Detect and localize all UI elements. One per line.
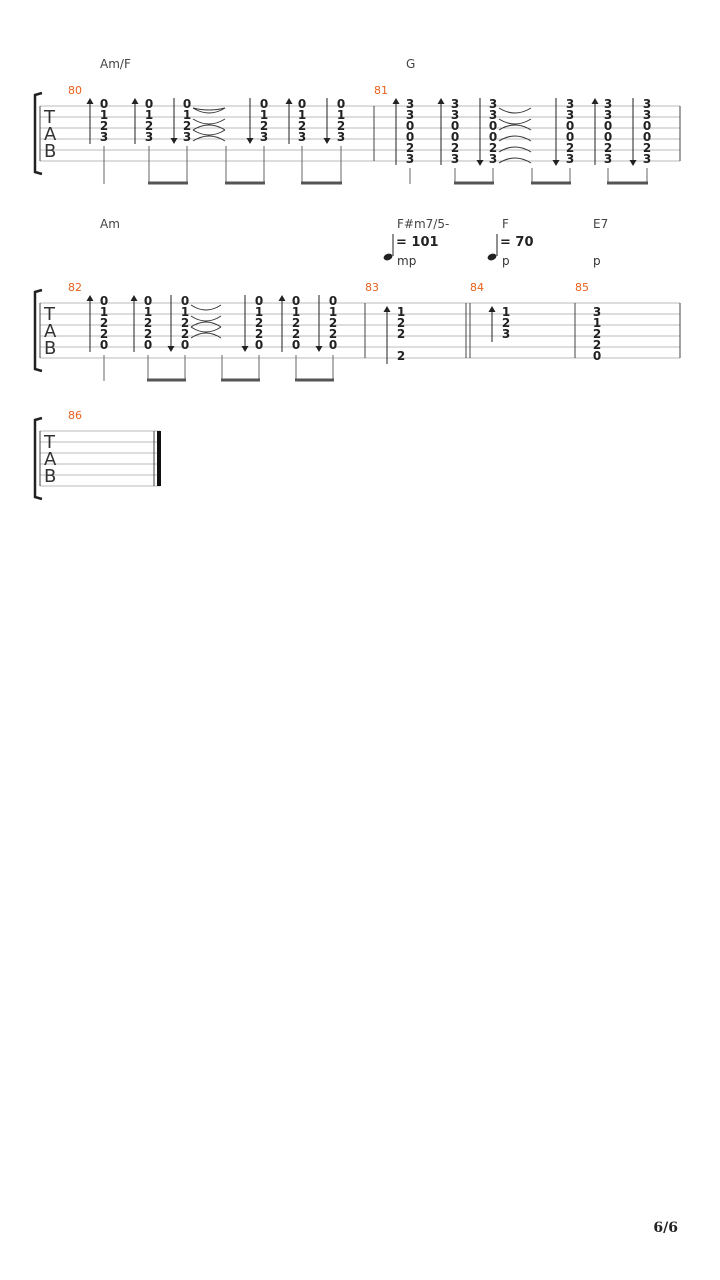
dynamic-marking: p [593, 254, 601, 268]
fret-number: 3 [405, 152, 415, 166]
fret-number: 0 [259, 97, 269, 111]
fret-number: 0 [99, 97, 109, 111]
fret-number: 2 [291, 327, 301, 341]
fret-number: 2 [336, 119, 346, 133]
system-2 [35, 217, 680, 381]
fret-number: 1 [328, 305, 338, 319]
fret-number: 0 [450, 119, 460, 133]
fret-number: 3 [450, 108, 460, 122]
strum-up-icon [489, 306, 496, 312]
fret-number: 0 [144, 97, 154, 111]
dynamic-marking: p [502, 254, 510, 268]
fret-number: 0 [143, 338, 153, 352]
fret-number: 3 [450, 97, 460, 111]
fret-number: 2 [99, 327, 109, 341]
fret-number: 3 [603, 108, 613, 122]
chord-label: Am/F [100, 57, 131, 71]
tab-letter: A [44, 321, 57, 342]
chord-label: Am [100, 217, 120, 231]
fret-number: 2 [143, 327, 153, 341]
staff-lines [40, 303, 680, 358]
fret-number: 0 [99, 294, 109, 308]
fret-number: 2 [396, 316, 406, 330]
bar-number: 83 [365, 281, 379, 294]
fret-number: 2 [291, 316, 301, 330]
system-3 [35, 409, 161, 499]
barlines [40, 106, 680, 161]
tempo-mark [487, 234, 534, 262]
tab-letter: T [44, 432, 55, 453]
barlines [40, 303, 680, 358]
fret-number: 2 [396, 349, 406, 363]
fret-number: 3 [603, 152, 613, 166]
fret-number: 2 [180, 327, 190, 341]
fret-number: 2 [144, 119, 154, 133]
fret-number: 3 [144, 130, 154, 144]
fret-number: 3 [488, 97, 498, 111]
fret-number: 0 [488, 130, 498, 144]
bar-number: 81 [374, 84, 388, 97]
strum-up-icon [286, 98, 293, 104]
fret-number: 0 [297, 97, 307, 111]
fret-number: 2 [259, 119, 269, 133]
fret-number: 3 [642, 97, 652, 111]
fret-number: 2 [501, 316, 511, 330]
strum-down-icon [168, 346, 175, 352]
system-bracket [35, 418, 42, 499]
fret-number: 3 [259, 130, 269, 144]
tie-marks [191, 305, 221, 338]
strum-up-icon [393, 98, 400, 104]
fret-number: 0 [328, 294, 338, 308]
fret-number: 1 [501, 305, 511, 319]
quarter-note-icon [487, 252, 498, 261]
tab-letter: B [44, 338, 57, 359]
fret-number: 1 [259, 108, 269, 122]
fret-number: 0 [182, 97, 192, 111]
fret-number: 0 [254, 338, 264, 352]
final-barline-thick [157, 431, 161, 486]
bar-81-frets [406, 97, 651, 166]
fret-number: 3 [642, 152, 652, 166]
fret-number: 3 [501, 327, 511, 341]
page-number: 6/6 [653, 1220, 678, 1236]
system-bracket [35, 93, 42, 174]
fret-number: 1 [182, 108, 192, 122]
fret-number: 2 [450, 141, 460, 155]
fret-number: 1 [180, 305, 190, 319]
bar-83-frets [397, 305, 405, 363]
fret-number: 2 [592, 338, 602, 352]
system-1 [35, 57, 680, 184]
fret-number: 0 [488, 119, 498, 133]
fret-number: 3 [99, 130, 109, 144]
bar-number: 85 [575, 281, 589, 294]
fret-number: 3 [565, 97, 575, 111]
strum-up-icon [87, 98, 94, 104]
fret-number: 2 [254, 316, 264, 330]
fret-number: 0 [180, 294, 190, 308]
fret-number: 0 [592, 349, 602, 363]
tab-letter: B [44, 141, 57, 162]
fret-number: 2 [143, 316, 153, 330]
fret-number: 0 [180, 338, 190, 352]
fret-number: 2 [328, 327, 338, 341]
system-bracket [35, 290, 42, 371]
quarter-note-icon [383, 252, 394, 261]
fret-number: 1 [144, 108, 154, 122]
strum-up-icon [87, 295, 94, 301]
fret-number: 0 [291, 338, 301, 352]
fret-number: 2 [182, 119, 192, 133]
fret-number: 2 [99, 316, 109, 330]
bar-84-frets [502, 305, 510, 341]
strum-down-icon [630, 160, 637, 166]
chord-label: F [502, 217, 509, 231]
fret-number: 0 [254, 294, 264, 308]
fret-number: 1 [291, 305, 301, 319]
strum-down-icon [477, 160, 484, 166]
dynamic-marking: mp [397, 254, 417, 268]
fret-number: 2 [642, 141, 652, 155]
fret-number: 2 [405, 141, 415, 155]
fret-number: 0 [328, 338, 338, 352]
fret-number: 2 [328, 316, 338, 330]
fret-number: 0 [99, 338, 109, 352]
chord-label: F#m7/5- [397, 217, 450, 231]
fret-number: 1 [396, 305, 406, 319]
strum-down-icon [324, 138, 331, 144]
strum-up-icon [438, 98, 445, 104]
fret-number: 2 [488, 141, 498, 155]
fret-number: 0 [405, 119, 415, 133]
fret-number: 3 [488, 108, 498, 122]
tab-letter: B [44, 466, 57, 487]
fret-number: 1 [143, 305, 153, 319]
bar-number: 84 [470, 281, 484, 294]
fret-number: 0 [603, 119, 613, 133]
tab-letter: T [44, 107, 55, 128]
fret-number: 1 [254, 305, 264, 319]
strum-up-icon [384, 306, 391, 312]
fret-number: 0 [565, 119, 575, 133]
staff-lines [40, 431, 160, 486]
fret-number: 3 [405, 108, 415, 122]
bar-number: 82 [68, 281, 82, 294]
fret-number: 1 [99, 108, 109, 122]
fret-number: 0 [336, 97, 346, 111]
strum-down-icon [247, 138, 254, 144]
fret-number: 2 [297, 119, 307, 133]
fret-number: 1 [592, 316, 602, 330]
fret-number: 1 [336, 108, 346, 122]
tab-letter: A [44, 449, 57, 470]
fret-number: 1 [297, 108, 307, 122]
strum-up-icon [279, 295, 286, 301]
fret-number: 0 [450, 130, 460, 144]
tie-marks [193, 108, 225, 141]
fret-number: 0 [565, 130, 575, 144]
strum-down-icon [553, 160, 560, 166]
fret-number: 3 [603, 97, 613, 111]
fret-number: 3 [488, 152, 498, 166]
fret-number: 2 [254, 327, 264, 341]
strum-up-icon [592, 98, 599, 104]
fret-number: 2 [180, 316, 190, 330]
fret-number: 3 [182, 130, 192, 144]
fret-number: 2 [592, 327, 602, 341]
strum-down-icon [242, 346, 249, 352]
fret-number: 3 [565, 152, 575, 166]
strum-down-icon [316, 346, 323, 352]
bar-number: 86 [68, 409, 82, 422]
strum-down-icon [171, 138, 178, 144]
fret-number: 0 [143, 294, 153, 308]
bar-number: 80 [68, 84, 82, 97]
fret-number: 3 [642, 108, 652, 122]
tie-marks [499, 108, 531, 163]
tab-letter: T [44, 304, 55, 325]
tempo-value: = 70 [500, 235, 534, 250]
fret-number: 2 [99, 119, 109, 133]
fret-number: 2 [603, 141, 613, 155]
fret-number: 2 [565, 141, 575, 155]
fret-number: 3 [592, 305, 602, 319]
fret-number: 0 [642, 130, 652, 144]
fret-number: 0 [642, 119, 652, 133]
fret-number: 3 [405, 97, 415, 111]
tab-letter: A [44, 124, 57, 145]
fret-number: 3 [336, 130, 346, 144]
bar-85-frets [593, 305, 601, 363]
tempo-value: = 101 [396, 235, 439, 250]
fret-number: 3 [297, 130, 307, 144]
fret-number: 3 [450, 152, 460, 166]
strum-up-icon [132, 98, 139, 104]
fret-number: 1 [99, 305, 109, 319]
chord-label: E7 [593, 217, 609, 231]
fret-number: 2 [396, 327, 406, 341]
fret-number: 0 [405, 130, 415, 144]
strum-up-icon [131, 295, 138, 301]
staff-lines [40, 106, 680, 161]
fret-number: 0 [603, 130, 613, 144]
chord-label: G [406, 57, 416, 71]
fret-number: 3 [565, 108, 575, 122]
fret-number: 0 [291, 294, 301, 308]
